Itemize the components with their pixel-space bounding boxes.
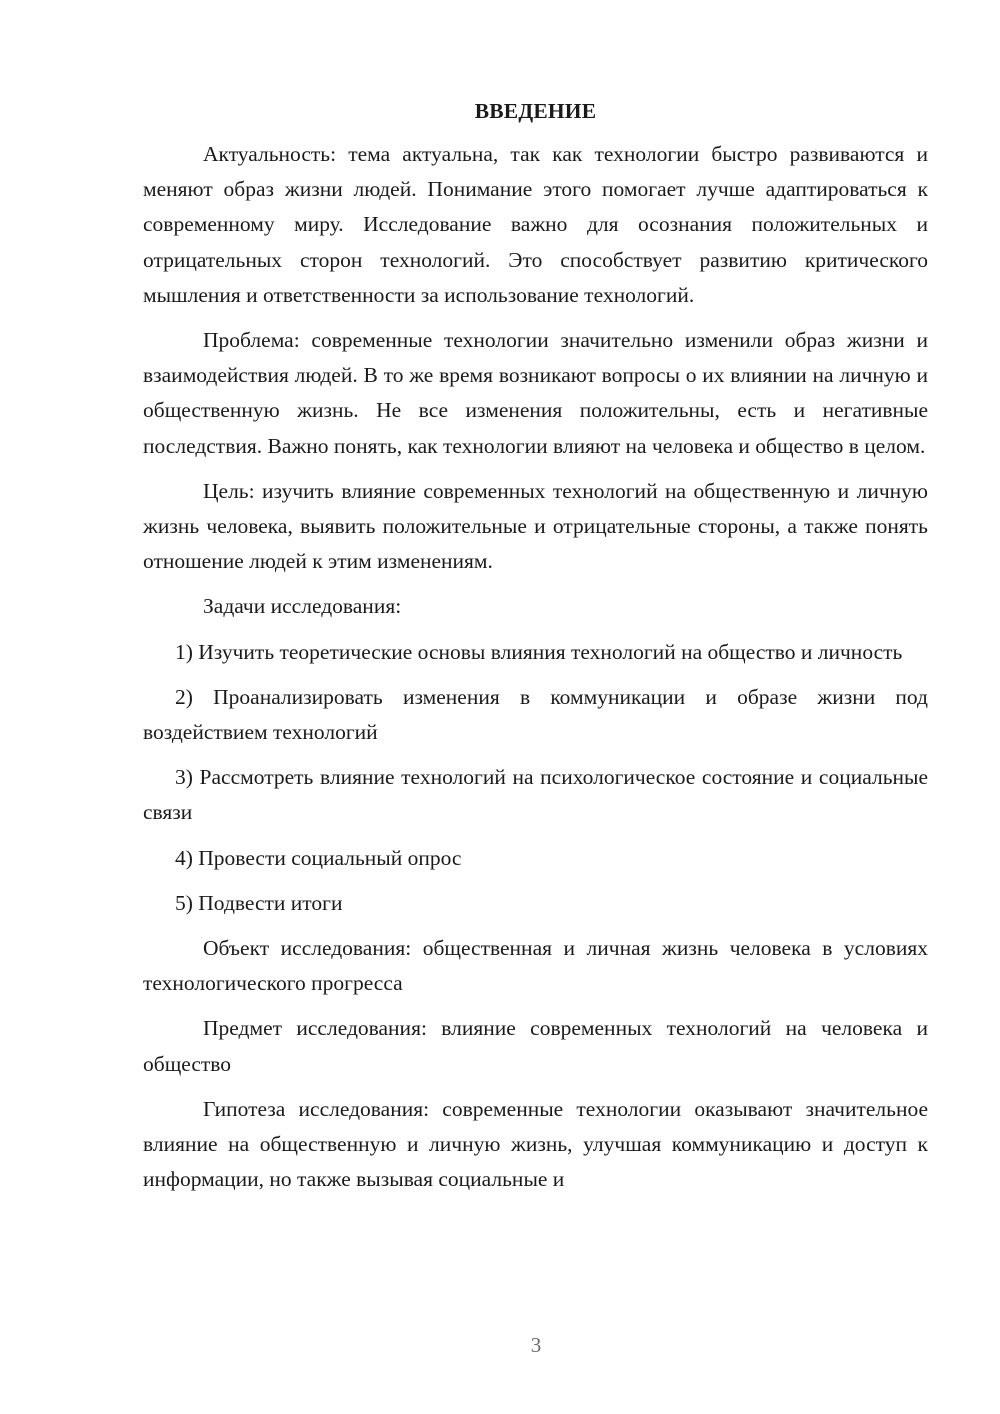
task-item-5: 5) Подвести итоги xyxy=(175,890,343,915)
relevance-paragraph: Актуальность: тема актуальна, так как технологии быстро развиваются и меняют образ жизни людей. Понимание этого помогает лучше адаптироваться к современному миру. Исследование важно для осознания положительных и отрицательных сторон технологий. Это способствует развитию критического мышления и ответственности за использование технологий. xyxy=(143,142,928,307)
document-page xyxy=(143,96,928,1207)
problem-paragraph: Проблема: современные технологии значительно изменили образ жизни и взаимодействия людей. В то же время возникают вопросы о их влиянии на личную и общественную жизнь. Не все изменения положительны, есть и негативные последствия. Важно понять, как технологии влияют на человека и общество в целом. xyxy=(143,328,928,458)
section-title: ВВЕДЕНИЕ xyxy=(474,99,597,123)
task-item-2: 2) Проанализировать изменения в коммуникации и образе жизни под воздействием технологий xyxy=(143,684,928,745)
task-item-4: 4) Провести социальный опрос xyxy=(175,845,462,870)
object-paragraph: Объект исследования: общественная и личная жизнь человека в условиях технологического прогресса xyxy=(143,936,928,996)
subject-paragraph: Предмет исследования: влияние современных технологий на человека и общество xyxy=(143,1016,928,1076)
tasks-heading: Задачи исследования: xyxy=(203,594,402,619)
task-item-3: 3) Рассмотреть влияние технологий на психологическое состояние и социальные связи xyxy=(143,765,928,825)
page-number: 3 xyxy=(530,1333,542,1357)
hypothesis-paragraph: Гипотеза исследования: современные технологии оказывают значительное влияние на общественную и личную жизнь, улучшая коммуникацию и доступ к информации, но также вызывая социальные и xyxy=(143,1096,928,1192)
goal-paragraph: Цель: изучить влияние современных технологий на общественную и личную жизнь человека, выявить положительные и отрицательные стороны, а также понять отношение людей к этим изменениям. xyxy=(143,478,928,574)
task-item-1: 1) Изучить теоретические основы влияния технологий на общество и личность xyxy=(175,639,903,664)
